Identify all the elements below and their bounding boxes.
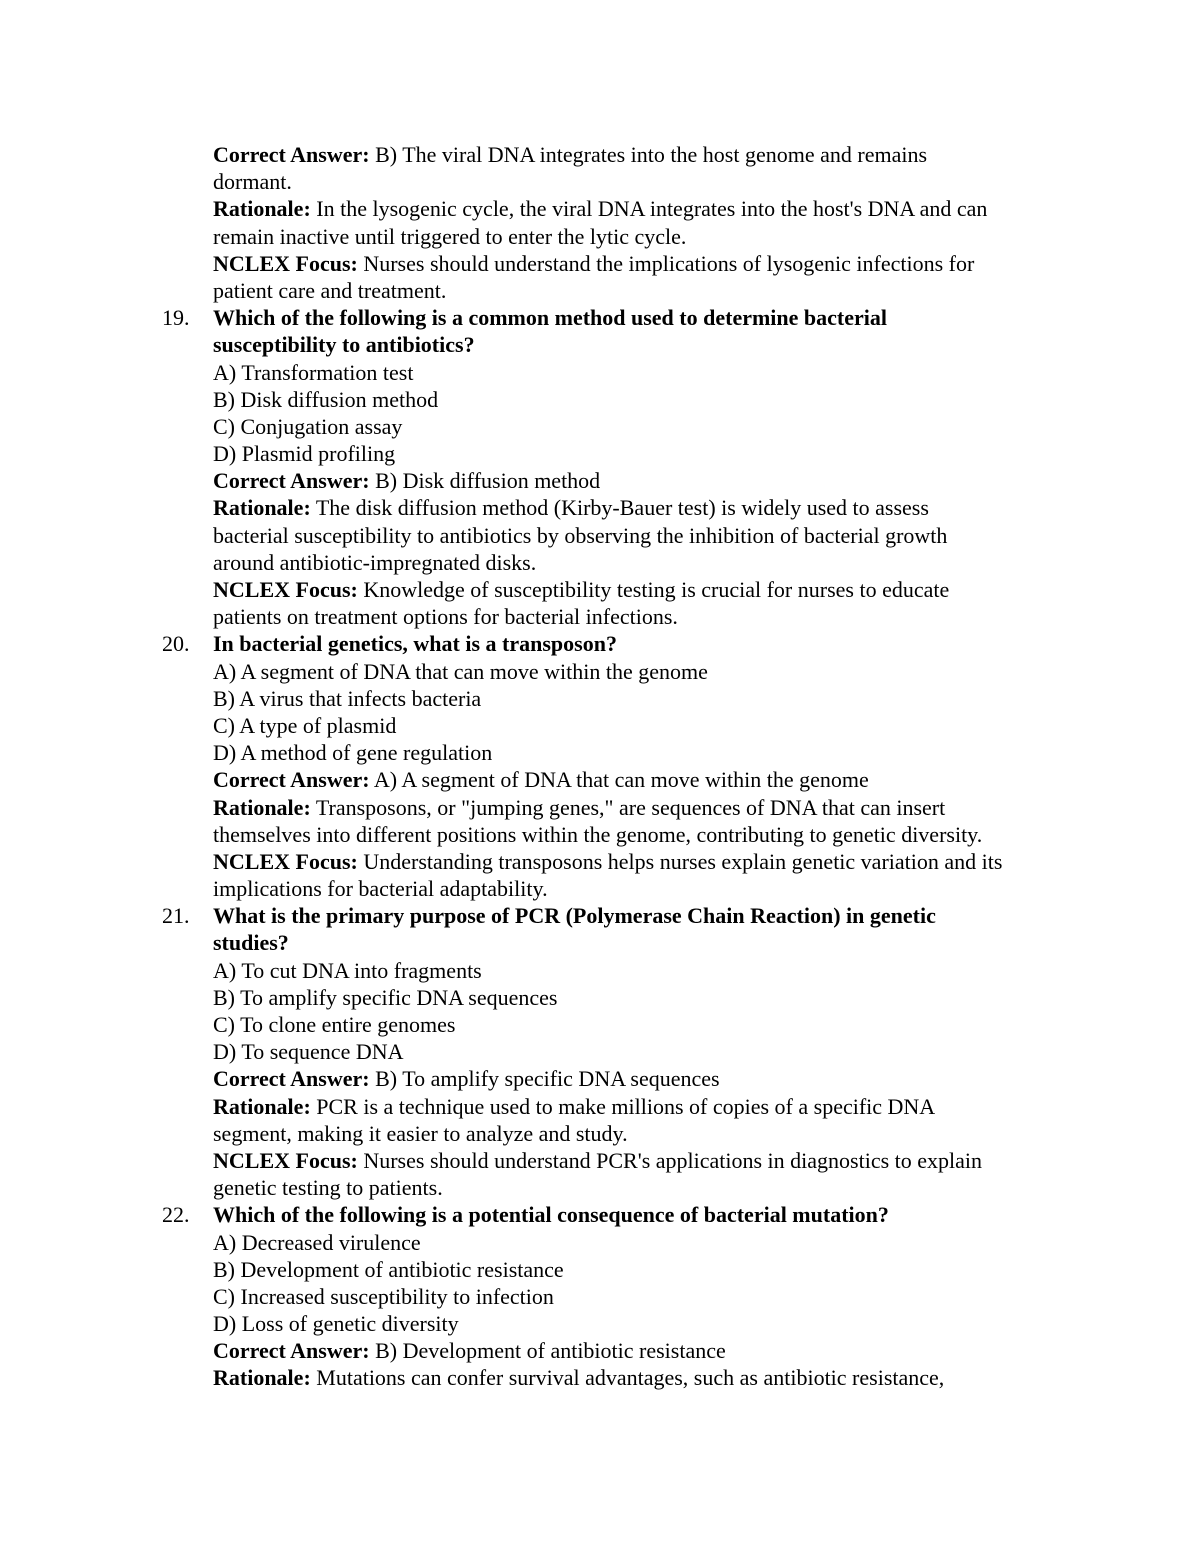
- line-text: around antibiotic-impregnated disks.: [213, 549, 537, 575]
- line-text: C) Increased susceptibility to infection: [213, 1283, 554, 1309]
- line-text: genetic testing to patients.: [213, 1175, 443, 1201]
- line-text: patient care and treatment.: [213, 277, 447, 303]
- question-line: [0, 630, 1200, 657]
- line-text: B) To amplify specific DNA sequences: [213, 984, 558, 1010]
- text-line: [0, 821, 1200, 848]
- line-text: D) A method of gene regulation: [213, 740, 493, 766]
- question-text: Which of the following is a common method used to determine bacterial: [213, 305, 887, 331]
- line-text: Nurses should understand PCR's applications in diagnostics to explain: [357, 1147, 983, 1173]
- answer-option: [0, 1283, 1200, 1310]
- line-text: A) A segment of DNA that can move within the genome: [213, 658, 708, 684]
- field-label: Rationale:: [213, 794, 311, 820]
- line-text: segment, making it easier to analyze and study.: [213, 1120, 628, 1146]
- line-text: A) To cut DNA into fragments: [213, 957, 482, 983]
- text-line: [0, 1120, 1200, 1147]
- rationale-line: [0, 794, 1200, 821]
- field-label: Rationale:: [213, 1365, 311, 1391]
- text-line: [0, 277, 1200, 304]
- nclex-focus-line: [0, 848, 1200, 875]
- field-label: Rationale:: [213, 196, 311, 222]
- line-text: patients on treatment options for bacterial infections.: [213, 604, 678, 630]
- answer-option: [0, 984, 1200, 1011]
- text-line: [0, 168, 1200, 195]
- rationale-line: [0, 1093, 1200, 1120]
- text-line: [0, 603, 1200, 630]
- answer-option: [0, 658, 1200, 685]
- line-text: B) To amplify specific DNA sequences: [369, 1066, 720, 1092]
- field-label: NCLEX Focus:: [213, 577, 358, 602]
- rationale-line: [0, 1364, 1200, 1391]
- nclex-focus-line: [0, 576, 1200, 603]
- correct-answer-line: [0, 1065, 1200, 1092]
- nclex-focus-line: [0, 1147, 1200, 1174]
- field-label: Correct Answer:: [213, 767, 370, 793]
- answer-option: [0, 739, 1200, 766]
- field-label: Rationale:: [213, 495, 311, 521]
- question-number: 21.: [162, 903, 190, 929]
- line-text: Nurses should understand the implications of lysogenic infections for: [357, 250, 975, 276]
- question-number: 20.: [162, 631, 190, 657]
- correct-answer-line: [0, 1337, 1200, 1364]
- answer-option: [0, 1229, 1200, 1256]
- line-text: A) Transformation test: [213, 359, 414, 385]
- line-text: Mutations can confer survival advantages, such as antibiotic resistance,: [310, 1365, 945, 1391]
- line-text: B) Disk diffusion method: [213, 386, 439, 412]
- field-label: Correct Answer:: [213, 1066, 370, 1092]
- line-text: bacterial susceptibility to antibiotics by observing the inhibition of bacterial growth: [213, 522, 948, 548]
- question-line: [0, 902, 1200, 929]
- nclex-focus-line: [0, 250, 1200, 277]
- line-text: D) Loss of genetic diversity: [213, 1311, 459, 1337]
- line-text: B) Development of antibiotic resistance: [369, 1338, 726, 1364]
- answer-option: [0, 440, 1200, 467]
- line-text: Knowledge of susceptibility testing is crucial for nurses to educate: [357, 577, 950, 602]
- rationale-line: [0, 195, 1200, 222]
- line-text: Understanding transposons helps nurses explain genetic variation and its: [357, 848, 1003, 874]
- question-text: studies?: [213, 930, 289, 956]
- answer-option: [0, 1038, 1200, 1065]
- line-text: themselves into different positions within the genome, contributing to genetic diversity.: [213, 821, 983, 847]
- line-text: D) To sequence DNA: [213, 1039, 404, 1065]
- text-line: [0, 522, 1200, 549]
- line-text: PCR is a technique used to make millions of copies of a specific DNA: [310, 1093, 936, 1119]
- question-number: 19.: [162, 305, 190, 331]
- line-text: C) Conjugation assay: [213, 413, 403, 439]
- answer-option: [0, 685, 1200, 712]
- field-label: Correct Answer:: [213, 1338, 370, 1364]
- line-text: A) Decreased virulence: [213, 1229, 421, 1255]
- rationale-line: [0, 494, 1200, 521]
- correct-answer-line: [0, 467, 1200, 494]
- field-label: Rationale:: [213, 1093, 311, 1119]
- line-text: remain inactive until triggered to enter the lytic cycle.: [213, 223, 687, 249]
- field-label: NCLEX Focus:: [213, 848, 358, 874]
- text-line: [0, 223, 1200, 250]
- line-text: Transposons, or "jumping genes," are sequences of DNA that can insert: [310, 794, 946, 820]
- answer-option: [0, 957, 1200, 984]
- field-label: Correct Answer:: [213, 142, 370, 167]
- answer-option: [0, 359, 1200, 386]
- question-text: susceptibility to antibiotics?: [213, 332, 475, 358]
- answer-option: [0, 1310, 1200, 1337]
- line-text: A) A segment of DNA that can move within the genome: [369, 767, 869, 793]
- line-text: In the lysogenic cycle, the viral DNA integrates into the host's DNA and can: [310, 196, 988, 222]
- line-text: B) A virus that infects bacteria: [213, 685, 482, 711]
- answer-option: [0, 1256, 1200, 1283]
- answer-option: [0, 1011, 1200, 1038]
- answer-option: [0, 413, 1200, 440]
- line-text: C) To clone entire genomes: [213, 1012, 456, 1037]
- text-line: [0, 875, 1200, 902]
- question-line: [0, 331, 1200, 358]
- text-line: [0, 1174, 1200, 1201]
- question-text: What is the primary purpose of PCR (Polymerase Chain Reaction) in genetic: [213, 903, 936, 929]
- line-text: dormant.: [213, 169, 292, 195]
- question-line: [0, 929, 1200, 956]
- document-content: [0, 141, 1200, 1392]
- line-text: implications for bacterial adaptability.: [213, 876, 548, 902]
- question-line: [0, 304, 1200, 331]
- correct-answer-line: [0, 766, 1200, 793]
- answer-option: [0, 386, 1200, 413]
- field-label: NCLEX Focus:: [213, 1147, 358, 1173]
- line-text: B) Development of antibiotic resistance: [213, 1256, 564, 1282]
- line-text: B) Disk diffusion method: [369, 468, 601, 494]
- question-line: [0, 1201, 1200, 1228]
- question-number: 22.: [162, 1202, 190, 1228]
- field-label: NCLEX Focus:: [213, 250, 358, 276]
- line-text: C) A type of plasmid: [213, 712, 397, 738]
- question-text: Which of the following is a potential consequence of bacterial mutation?: [213, 1202, 889, 1228]
- line-text: D) Plasmid profiling: [213, 441, 396, 467]
- line-text: The disk diffusion method (Kirby-Bauer test) is widely used to assess: [310, 495, 929, 521]
- line-text: B) The viral DNA integrates into the host genome and remains: [369, 142, 928, 167]
- correct-answer-line: [0, 141, 1200, 168]
- text-line: [0, 549, 1200, 576]
- question-text: In bacterial genetics, what is a transposon?: [213, 631, 617, 657]
- answer-option: [0, 712, 1200, 739]
- field-label: Correct Answer:: [213, 468, 370, 494]
